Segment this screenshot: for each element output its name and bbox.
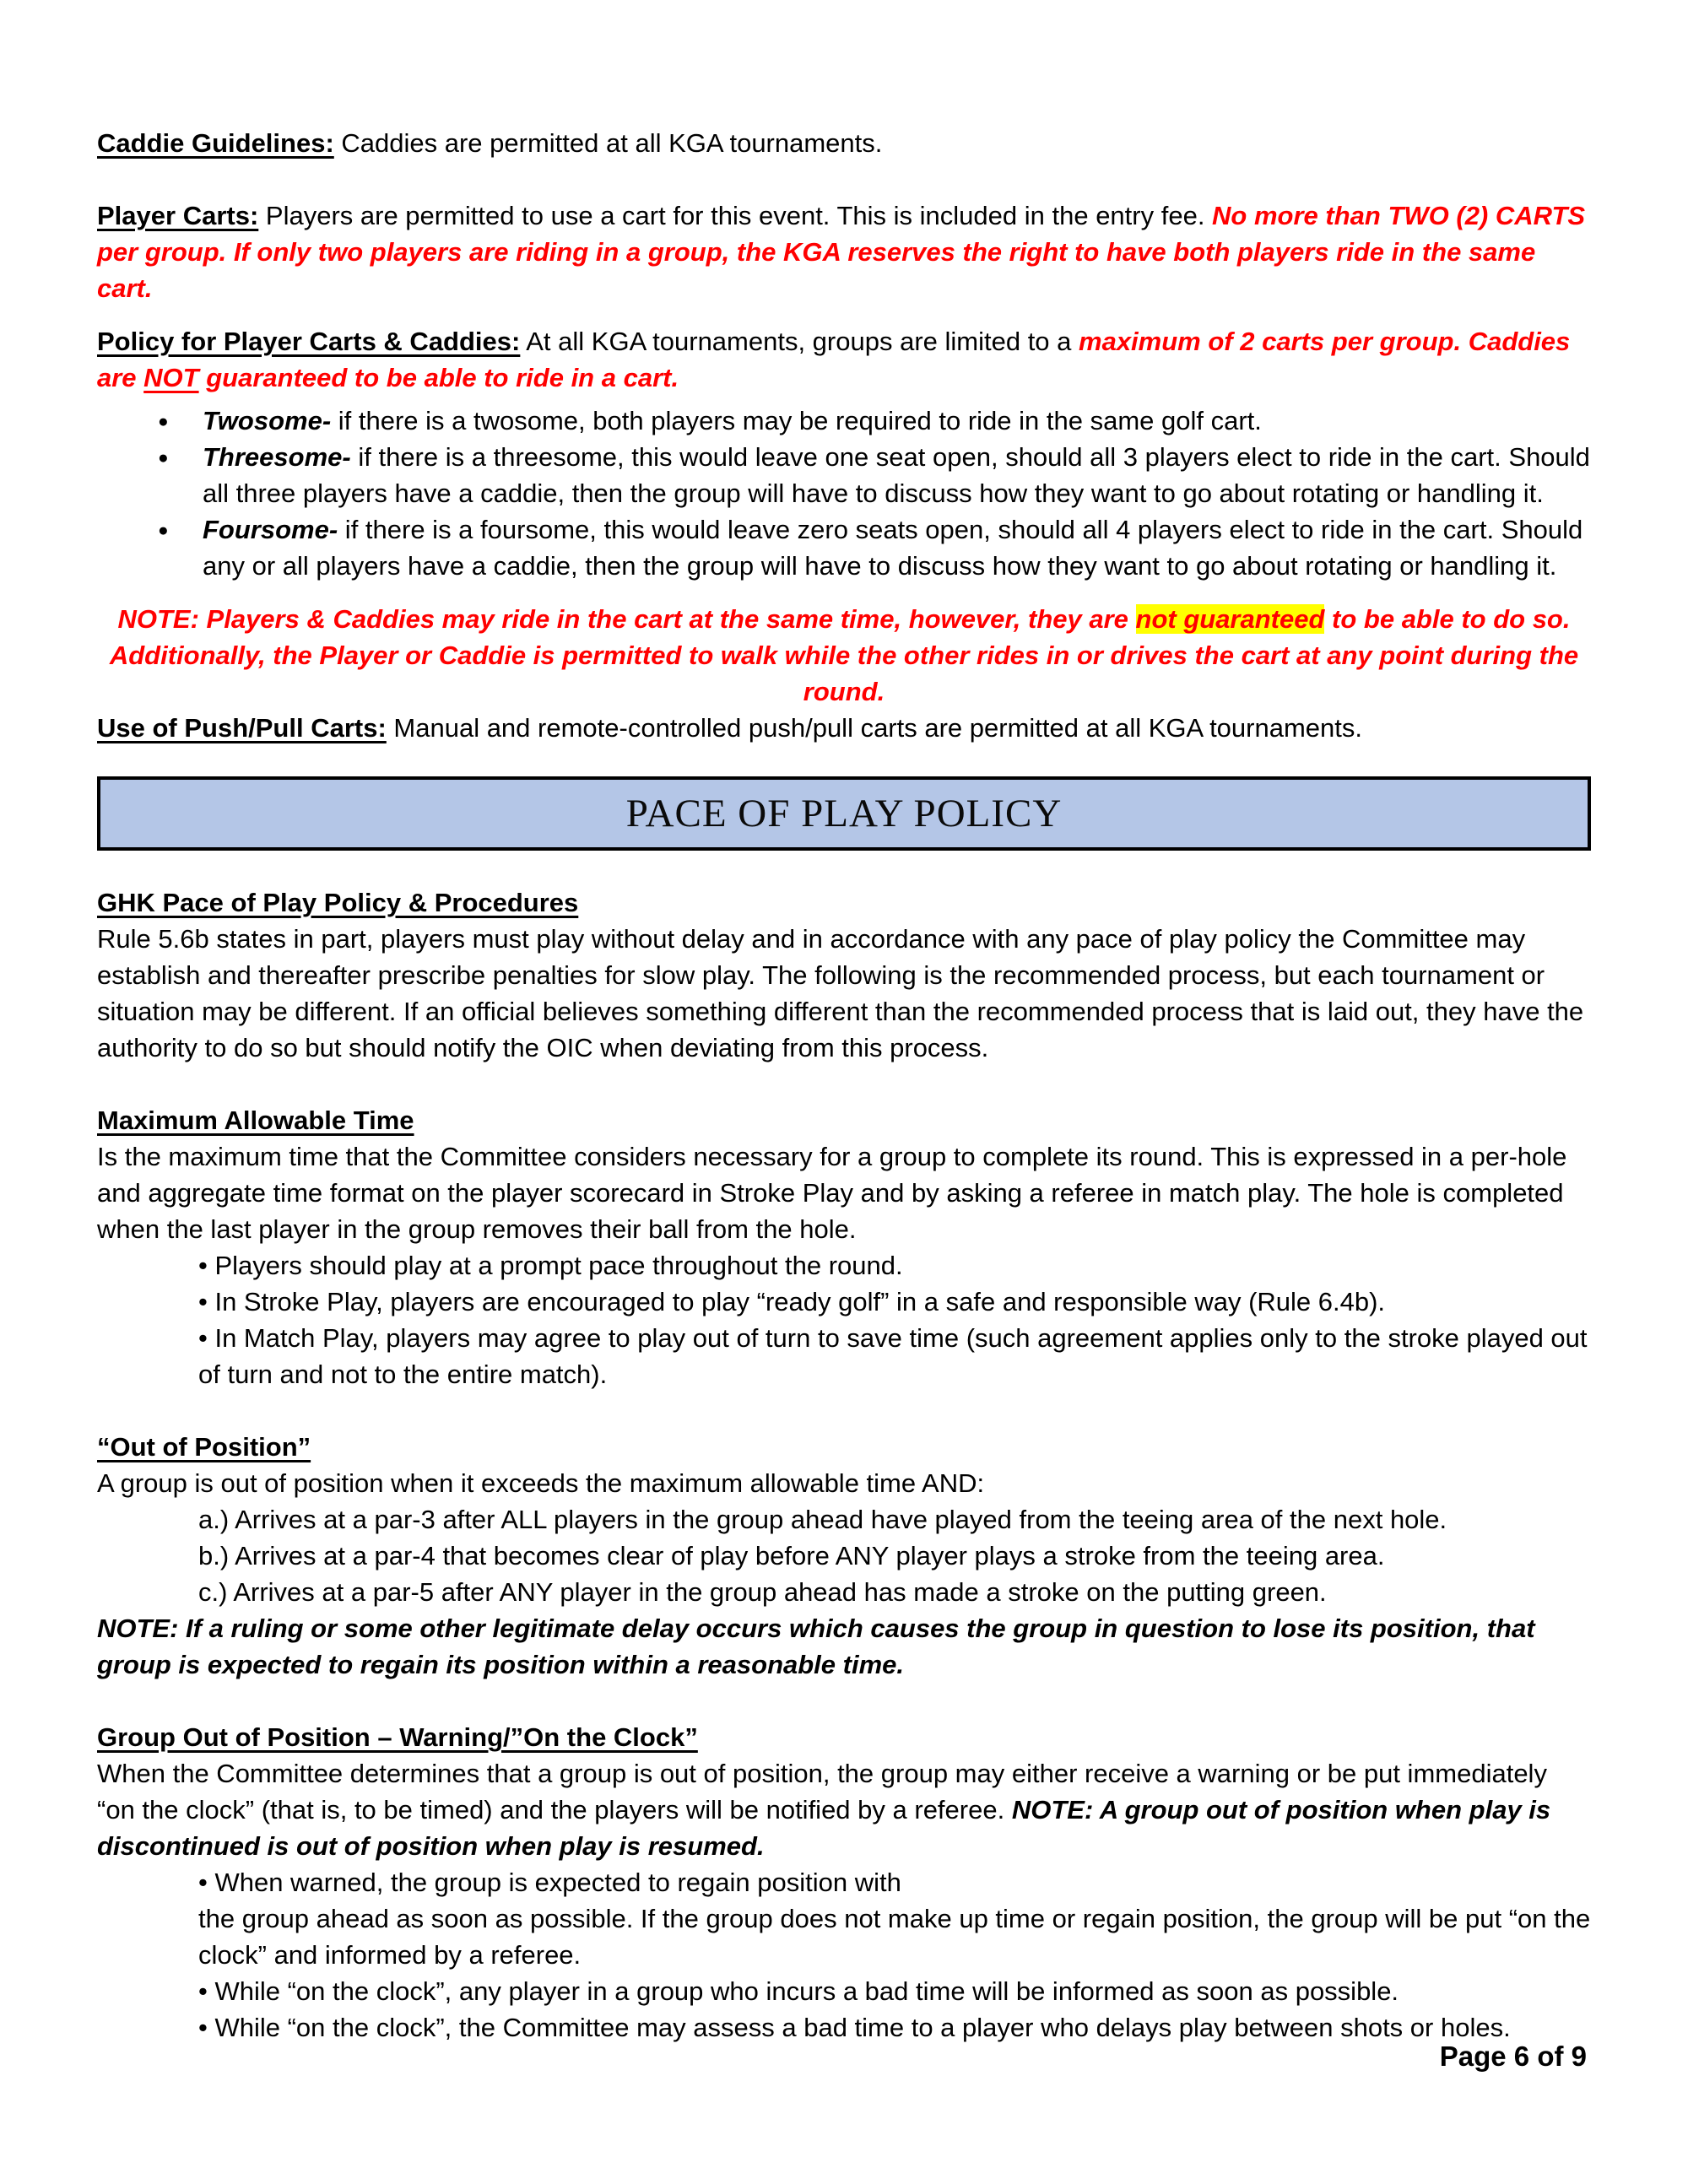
- text-run: Is the maximum time that the Committee considers necessary for a group to complete its round. This is expressed in a per-hole and aggregate time format on the player scorecard in Stroke Play and by asking a referee in match play. The hole is completed when the last player in the group removes their ball from the hole.: [97, 1142, 1567, 1244]
- twosome-item: [156, 403, 1591, 439]
- pace-bullet-match-play: [97, 1320, 1591, 1392]
- text-run: guaranteed to be able to ride in a cart.: [198, 363, 679, 392]
- maximum-allowable-time-heading: [97, 1102, 1591, 1138]
- text-run: Caddies are permitted at all KGA tournaments.: [333, 128, 883, 158]
- group-out-of-position-heading: [97, 1719, 1591, 1755]
- text-run: to be able to do so. Additionally, the Player or Caddie is permitted to walk while the other rides in or drives the cart at any point during the round.: [109, 604, 1579, 706]
- push-pull-carts-label: Use of Push/Pull Carts:: [97, 713, 387, 743]
- cart-policy-paragraph: [97, 323, 1591, 396]
- text-run: At all KGA tournaments, groups are limited to a: [520, 327, 1079, 356]
- not-emphasis: NOT: [143, 363, 199, 392]
- text-run: • Players should play at a prompt pace throughout the round.: [198, 1251, 903, 1280]
- text-run: if there is a foursome, this would leave zero seats open, should all 4 players elect to ride in the cart. Should any or all players have a caddie, then the group will have to discuss how they want to go about rotating or handling it.: [203, 515, 1583, 581]
- text-run: . Caddies are: [97, 327, 1571, 392]
- text-run: b.) Arrives at a par-4 that becomes clear of play before ANY player plays a stroke from the teeing area.: [198, 1541, 1385, 1570]
- blank-line: [97, 584, 1591, 601]
- threesome-label: Threesome-: [203, 442, 351, 472]
- text-run: if there is a threesome, this would leave one seat open, should all 3 players elect to ride in the cart. Should all three players have a caddie, then the group will have to discuss how they want to go about rotating or handling it.: [203, 442, 1590, 508]
- text-run: if there is a twosome, both players may be required to ride in the same golf cart.: [331, 406, 1262, 435]
- text-run: NOTE: Players & Caddies may ride in the cart at the same time, however, they are: [117, 604, 1136, 634]
- pace-of-play-banner: [97, 776, 1591, 851]
- ghk-policy-label: GHK Pace of Play Policy & Procedures: [97, 888, 579, 917]
- oop-condition-a: [97, 1501, 1591, 1538]
- maximum-allowable-time-paragraph: [97, 1138, 1591, 1247]
- oop-note: [97, 1610, 1591, 1683]
- text-run: the group ahead as soon as possible. If the group does not make up time or regain position, the group will be put “on the clock” and informed by a referee.: [198, 1904, 1591, 1970]
- text-run: c.) Arrives at a par-5 after ANY player in the group ahead has made a stroke on the putting green.: [198, 1577, 1327, 1607]
- text-run: • In Match Play, players may agree to play out of turn to save time (such agreement applies only to the stroke played out of turn and not to the entire match).: [198, 1323, 1588, 1389]
- cart-ride-note: [97, 601, 1591, 710]
- pace-bullet-prompt-pace: [97, 1247, 1591, 1284]
- text-run: NOTE: If a ruling or some other legitimate delay occurs which causes the group in question to lose its position, that group is expected to regain its position within a reasonable time.: [97, 1614, 1535, 1679]
- text-run: • When warned, the group is expected to regain position with: [198, 1868, 901, 1897]
- blank-line: [97, 1066, 1591, 1102]
- banner-title: PACE OF PLAY POLICY: [625, 792, 1063, 835]
- group-oop-note: NOTE: A group out of position when play is discontinued is out of position when play is resumed.: [97, 1795, 1551, 1861]
- player-carts-paragraph: [97, 197, 1591, 306]
- oop-condition-b: [97, 1538, 1591, 1574]
- group-out-of-position-label: Group Out of Position – Warning/”On the Clock”: [97, 1722, 698, 1752]
- text-run: a.) Arrives at a par-3 after ALL players in the group ahead have played from the teeing area of the next hole.: [198, 1505, 1447, 1534]
- twosome-label: Twosome-: [203, 406, 332, 435]
- ghk-policy-paragraph: [97, 921, 1591, 1066]
- text-run: Rule 5.6b states in part, players must play without delay and in accordance with any pace of play policy the Committee may establish and thereafter prescribe penalties for slow play. The following is the recommended process, but each tournament or situation may be different. If an official believes something different than the recommended process that is laid out, they have the authority to do so but should notify the OIC when deviating from this process.: [97, 924, 1584, 1062]
- text-run: • While “on the clock”, any player in a group who incurs a bad time will be informed as soon as possible.: [198, 1976, 1399, 2006]
- group-size-cart-list: [97, 403, 1591, 584]
- player-carts-emphasis: No more than TWO (2) CARTS per group. If only two players are riding in a group, the KGA reserves the right to have both players ride in the same cart.: [97, 201, 1586, 303]
- ghk-policy-heading: [97, 884, 1591, 921]
- clock-bullet-bad-time-assessed: [97, 2009, 1591, 2046]
- clock-bullet-when-warned: [97, 1864, 1591, 1973]
- group-out-of-position-paragraph: [97, 1755, 1591, 1864]
- blank-line: [97, 1683, 1591, 1719]
- cart-policy-label: Policy for Player Carts & Caddies:: [97, 327, 521, 356]
- caddie-guidelines-paragraph: [97, 125, 1591, 161]
- text-run: • While “on the clock”, the Committee may assess a bad time to a player who delays play between shots or holes.: [198, 2013, 1511, 2042]
- text-run: • In Stroke Play, players are encouraged to play “ready golf” in a safe and responsible way (Rule 6.4b).: [198, 1287, 1386, 1316]
- out-of-position-heading: [97, 1429, 1591, 1465]
- blank-line: [97, 161, 1591, 197]
- cart-policy-emphasis: maximum of 2 carts per group: [1079, 327, 1454, 356]
- caddie-guidelines-label: Caddie Guidelines:: [97, 128, 334, 158]
- oop-condition-c: [97, 1574, 1591, 1610]
- not-guaranteed-highlight: not guaranteed: [1135, 604, 1325, 634]
- blank-line: [97, 306, 1591, 323]
- threesome-item: [156, 439, 1591, 511]
- clock-bullet-bad-time-informed: [97, 1973, 1591, 2009]
- text-run: Players are permitted to use a cart for this event. This is included in the entry fee.: [258, 201, 1213, 230]
- out-of-position-paragraph: [97, 1465, 1591, 1501]
- player-carts-label: Player Carts:: [97, 201, 259, 230]
- text-run: A group is out of position when it exceeds the maximum allowable time AND:: [97, 1468, 985, 1498]
- foursome-label: Foursome-: [203, 515, 338, 544]
- footer-page-number: Page 6 of 9: [1439, 2041, 1587, 2072]
- text-run: When the Committee determines that a group is out of position, the group may either receive a warning or be put immediately “on the clock” (that is, to be timed) and the players will be notified by a referee.: [97, 1759, 1547, 1825]
- maximum-allowable-time-label: Maximum Allowable Time: [97, 1106, 414, 1135]
- out-of-position-label: “Out of Position”: [97, 1432, 311, 1462]
- pace-bullet-stroke-play: [97, 1284, 1591, 1320]
- push-pull-carts-paragraph: [97, 710, 1591, 746]
- blank-line: [97, 1392, 1591, 1429]
- foursome-item: [156, 511, 1591, 584]
- text-run: Manual and remote-controlled push/pull carts are permitted at all KGA tournaments.: [386, 713, 1362, 743]
